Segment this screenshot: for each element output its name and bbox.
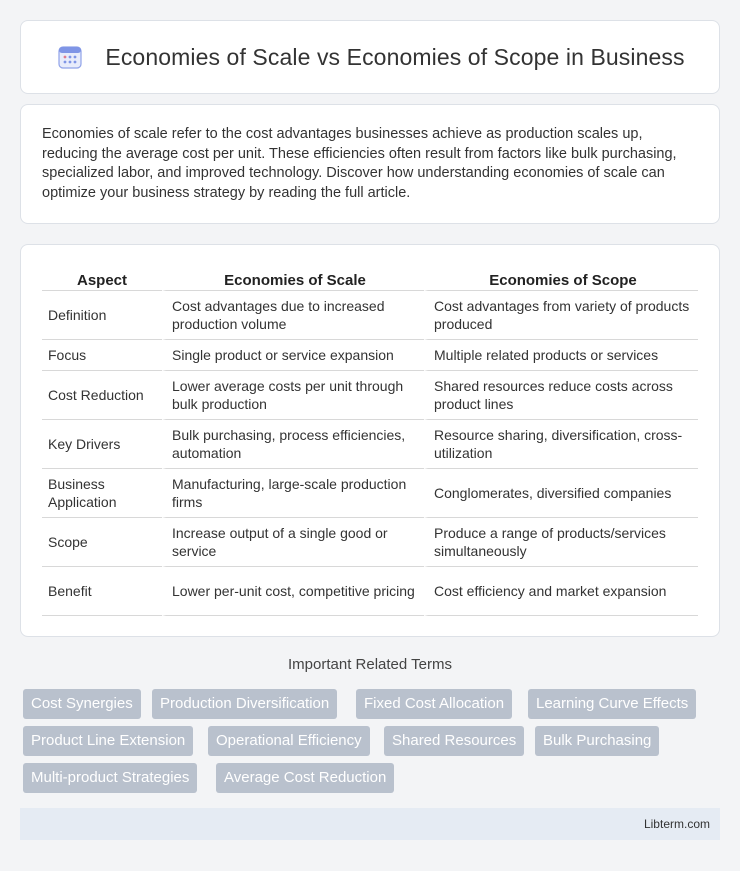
- column-header-scope: Economies of Scope: [424, 265, 698, 291]
- scale-cell: Increase output of a single good or service: [162, 518, 424, 567]
- footer: [20, 808, 720, 840]
- scale-cell: Lower average costs per unit through bulk production: [162, 371, 424, 420]
- tag-multi-product-strategies[interactable]: Multi-product Strategies: [23, 763, 197, 793]
- page-title: Economies of Scale vs Economies of Scope in Business: [105, 43, 685, 70]
- tag-learning-curve-effects[interactable]: Learning Curve Effects: [528, 689, 696, 719]
- table-row: [42, 291, 698, 340]
- related-terms-title: Important Related Terms: [288, 656, 452, 673]
- row-label: Scope: [42, 518, 162, 567]
- row-label: Key Drivers: [42, 420, 162, 469]
- intro-text: Economies of scale refer to the cost advantages businesses achieve as production scales up, reducing the average cost per unit. These efficiencies often result from factors like bulk purchasing, specialized labor, and improved technology. Discover how understanding economies of scale can optimize your business strategy by reading the full article.: [42, 126, 677, 201]
- header-card: [20, 20, 720, 94]
- tag-fixed-cost-allocation[interactable]: Fixed Cost Allocation: [356, 689, 512, 719]
- table-row: [42, 518, 698, 567]
- tag-operational-efficiency[interactable]: Operational Efficiency: [208, 726, 370, 756]
- scope-cell: Resource sharing, diversification, cross-utilization: [424, 420, 698, 469]
- scale-cell: Single product or service expansion: [162, 340, 424, 371]
- table-row: [42, 340, 698, 371]
- tag-bulk-purchasing[interactable]: Bulk Purchasing: [535, 726, 659, 756]
- calendar-icon: [55, 42, 85, 72]
- tag-production-diversification[interactable]: Production Diversification: [152, 689, 337, 719]
- row-label: Definition: [42, 291, 162, 340]
- row-label: Cost Reduction: [42, 371, 162, 420]
- row-label: Benefit: [42, 567, 162, 616]
- column-header-aspect: Aspect: [42, 265, 162, 291]
- scale-cell: Cost advantages due to increased production volume: [162, 291, 424, 340]
- table-header-row: [42, 265, 698, 291]
- table-row: [42, 567, 698, 616]
- comparison-card: [20, 244, 720, 637]
- tag-cost-synergies[interactable]: Cost Synergies: [23, 689, 141, 719]
- scale-cell: Manufacturing, large-scale production firms: [162, 469, 424, 518]
- scope-cell: Conglomerates, diversified companies: [424, 469, 698, 518]
- tag-average-cost-reduction[interactable]: Average Cost Reduction: [216, 763, 394, 793]
- scope-cell: Cost efficiency and market expansion: [424, 567, 698, 616]
- intro-card: [20, 104, 720, 224]
- table-row: [42, 420, 698, 469]
- table-row: [42, 469, 698, 518]
- tag-shared-resources[interactable]: Shared Resources: [384, 726, 524, 756]
- row-label: Business Application: [42, 469, 162, 518]
- column-header-scale: Economies of Scale: [162, 265, 424, 291]
- scale-cell: Bulk purchasing, process efficiencies, automation: [162, 420, 424, 469]
- comparison-table: [42, 265, 698, 616]
- scope-cell: Produce a range of products/services simultaneously: [424, 518, 698, 567]
- tag-product-line-extension[interactable]: Product Line Extension: [23, 726, 193, 756]
- row-label: Focus: [42, 340, 162, 371]
- scope-cell: Multiple related products or services: [424, 340, 698, 371]
- scope-cell: Shared resources reduce costs across product lines: [424, 371, 698, 420]
- scope-cell: Cost advantages from variety of products produced: [424, 291, 698, 340]
- scale-cell: Lower per-unit cost, competitive pricing: [162, 567, 424, 616]
- table-row: [42, 371, 698, 420]
- footer-site-link[interactable]: Libterm.com: [643, 817, 710, 831]
